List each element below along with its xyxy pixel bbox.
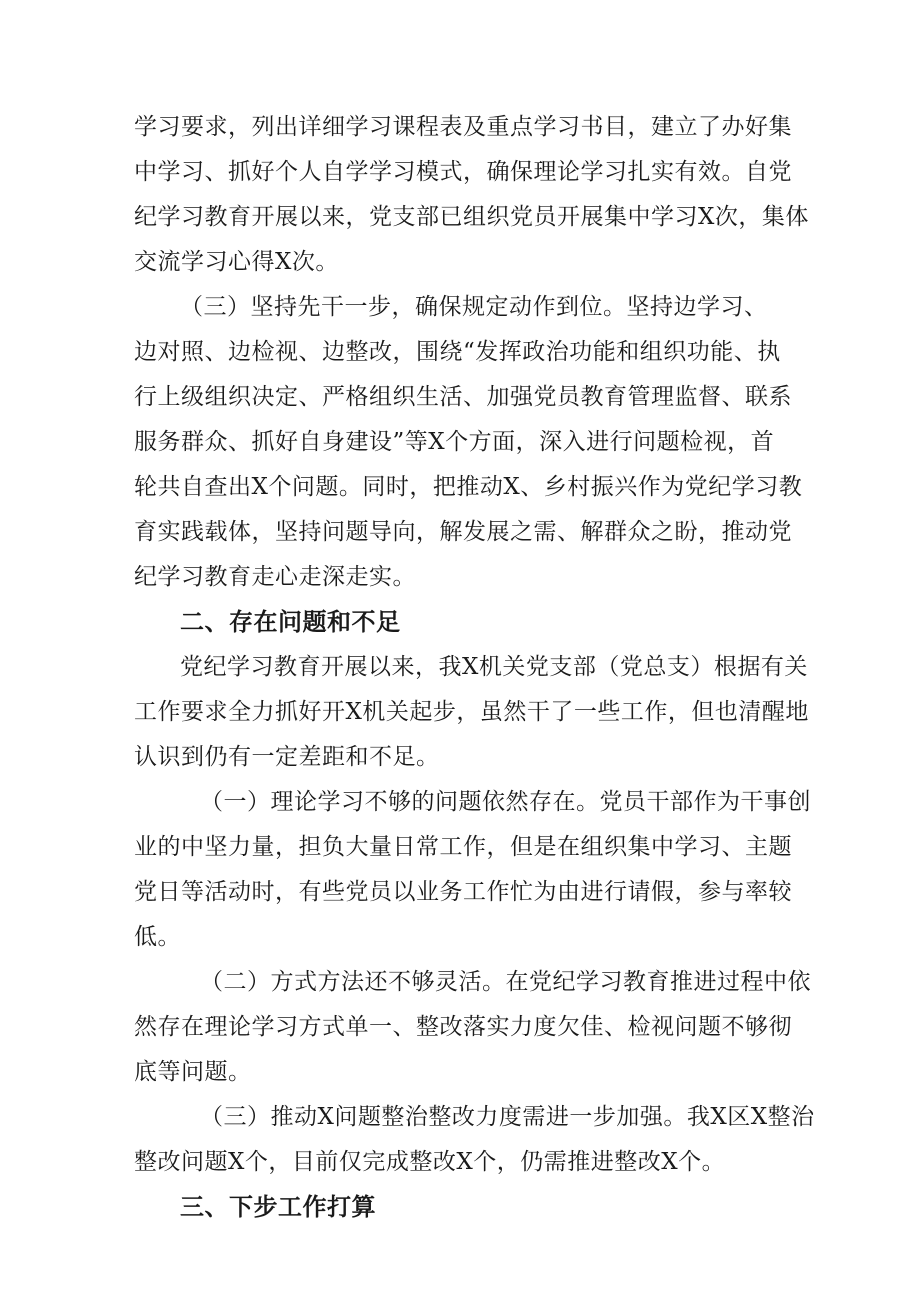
body-text-line: 交流学习心得X次。 [134, 249, 339, 275]
body-text-line: 工作要求全力抓好开X机关起步，虽然干了一些工作，但也清醒地 [134, 699, 809, 725]
body-text-line: 低。 [134, 924, 181, 950]
body-text-line: 育实践载体，坚持问题导向，解发展之需、解群众之盼，推动党 [134, 519, 792, 545]
body-text-line: 党日等活动时，有些党员以业务工作忙为由进行请假，参与率较 [134, 879, 792, 905]
body-text-line: 认识到仍有一定差距和不足。 [134, 744, 440, 770]
body-text-line: 纪学习教育开展以来，党支部已组织党员开展集中学习X次，集体 [134, 204, 809, 230]
body-text-line: 底等问题。 [134, 1059, 252, 1085]
body-text-line: 轮共自查出X个问题。同时，把推动X、乡村振兴作为党纪学习教 [134, 474, 803, 500]
body-text-line: 整改问题X个，目前仅完成整改X个，仍需推进整改X个。 [134, 1149, 726, 1175]
body-text-line: 纪学习教育走心走深走实。 [134, 564, 416, 590]
body-text-line: 然存在理论学习方式单一、整改落实力度欠佳、检视问题不够彻 [134, 1014, 792, 1040]
paragraph-first-line: （一）理论学习不够的问题依然存在。党员干部作为干事创 [200, 789, 811, 815]
section-heading: 三、下步工作打算 [180, 1193, 376, 1221]
body-text-line: 中学习、抓好个人自学学习模式，确保理论学习扎实有效。自党 [134, 159, 792, 185]
body-text-line: 行上级组织决定、严格组织生活、加强党员教育管理监督、联系 [134, 384, 792, 410]
paragraph-first-line: 党纪学习教育开展以来，我X机关党支部（党总支）根据有关 [180, 654, 808, 680]
body-text-line: 业的中坚力量，担负大量日常工作，但是在组织集中学习、主题 [134, 834, 792, 860]
section-heading: 二、存在问题和不足 [180, 608, 401, 636]
paragraph-first-line: （二）方式方法还不够灵活。在党纪学习教育推进过程中依 [200, 969, 811, 995]
paragraph-first-line: （三）坚持先干一步，确保规定动作到位。坚持边学习、 [180, 294, 768, 320]
paragraph-first-line: （三）推动X问题整治整改力度需进一步加强。我X区X整治 [200, 1104, 815, 1130]
body-text-line: 服务群众、抓好自身建设”等X个方面，深入进行问题检视，首 [134, 429, 775, 455]
body-text-line: 学习要求，列出详细学习课程表及重点学习书目，建立了办好集 [134, 114, 792, 140]
body-text-line: 边对照、边检视、边整改，围绕“发挥政治功能和组织功能、执 [134, 339, 781, 365]
